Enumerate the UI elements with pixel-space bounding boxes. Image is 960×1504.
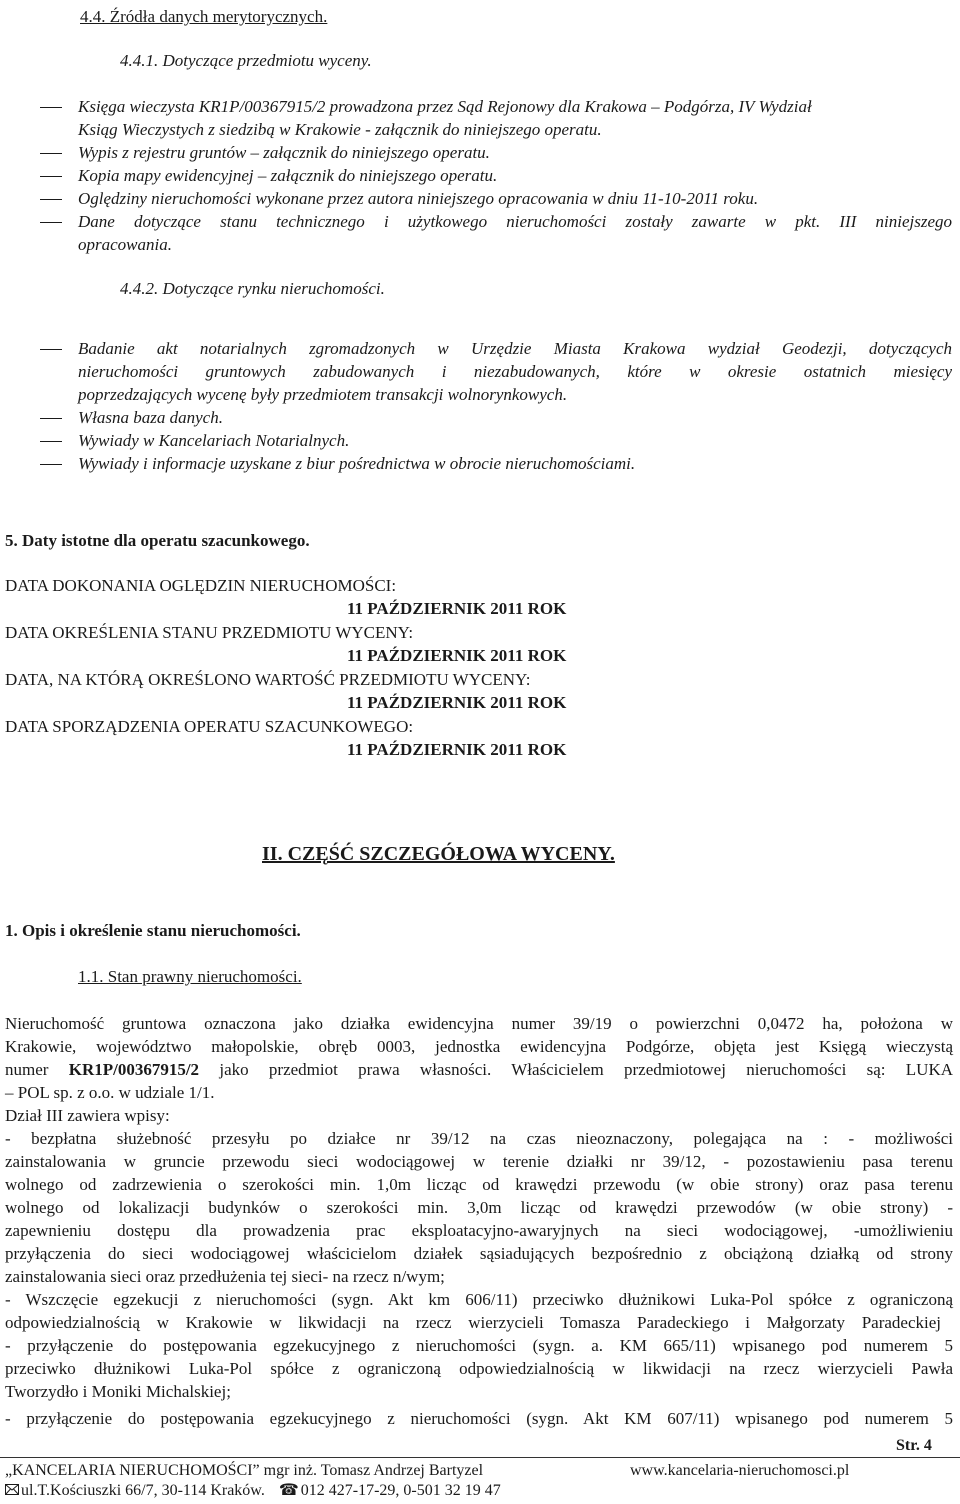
list-item-line: Dane dotyczące stanu technicznego i użytkowego nieruchomości zostały zawarte w pkt. III niniejszego <box>78 212 952 231</box>
footer-divider <box>0 1457 960 1458</box>
paragraph-line: numer KR1P/00367915/2 jako przedmiot prawa własności. Właścicielem przedmiotowej nieruchomości są: LUKA <box>5 1060 953 1079</box>
telephone-icon: ☎ <box>278 1482 299 1499</box>
bullet-dash <box>40 153 62 154</box>
wpis-line: wolnego od lokalizacji budynków o szerokości min. 3,0m licząc od krawędzi przewodów (w obie strony) - <box>5 1198 953 1217</box>
wpis-line: Tworzydło i Moniki Michalskiej; <box>5 1382 231 1401</box>
list-item-line: poprzedzających wycenę były przedmiotem transakcji wolnorynkowych. <box>78 385 568 404</box>
section-4-4-2-heading: 4.4.2. Dotyczące rynku nieruchomości. <box>120 279 385 298</box>
list-item-line: Kopia mapy ewidencyjnej – załącznik do niniejszego operatu. <box>78 166 498 185</box>
bullet-dash <box>40 349 62 350</box>
list-item-line: Księga wieczysta KR1P/00367915/2 prowadzona przez Sąd Rejonowy dla Krakowa – Podgórza, IV Wydział <box>78 97 812 116</box>
list-item-line: Wywiady w Kancelariach Notarialnych. <box>78 431 350 450</box>
section-1-1-heading: 1.1. Stan prawny nieruchomości. <box>78 967 302 986</box>
paragraph-line: Nieruchomość gruntowa oznaczona jako działka ewidencyjna numer 39/19 o powierzchni 0,0472 ha, położona w <box>5 1014 953 1033</box>
footer-office: „KANCELARIA NIERUCHOMOŚCI” mgr inż. Tomasz Andrzej Bartyzel <box>5 1462 484 1479</box>
wpis-line: odpowiedzialnością w Krakowie w likwidacji na rzecz wierzycieli Tomasza Paradeckiego i Małgorzaty Paradeckiej <box>5 1313 941 1332</box>
bullet-dash <box>40 441 62 442</box>
wpis-line: wolnego od zadrzewienia o szerokości min. 1,0m licząc od krawędzi przewodu (w obie strony) oraz pasa terenu <box>5 1175 953 1194</box>
wpis-line: - przyłączenie do postępowania egzekucyjnego z nieruchomości (sygn. Akt KM 607/11) wpisanego pod numerem 5 <box>5 1409 953 1428</box>
wpis-line: - Wszczęcie egzekucji z nieruchomości (sygn. Akt km 606/11) przeciwko dłużnikowi Luka-Pol spółce z ograniczoną <box>5 1290 953 1309</box>
wpis-line: przeciwko dłużnikowi Luka-Pol spółce z ograniczoną odpowiedzialnością w likwidacji na rzecz wierzycieli Pawła <box>5 1359 953 1378</box>
footer-website: www.kancelaria-nieruchomosci.pl <box>630 1462 850 1479</box>
section-4-4-heading: 4.4. Źródła danych merytorycznych. <box>80 7 328 26</box>
paragraph-line: – POL sp. z o.o. w udziale 1/1. <box>5 1083 215 1102</box>
date-value: 11 PAŹDZIERNIK 2011 ROK <box>347 740 567 759</box>
bullet-dash <box>40 176 62 177</box>
bullet-dash <box>40 199 62 200</box>
part-2-title: II. CZĘŚĆ SZCZEGÓŁOWA WYCENY. <box>262 843 615 865</box>
wpis-line: zainstalowania sieci oraz przedłużenia tej sieci- na rzecz n/wym; <box>5 1267 445 1286</box>
bullet-dash <box>40 418 62 419</box>
date-label: DATA, NA KTÓRĄ OKREŚLONO WARTOŚĆ PRZEDMIOTU WYCENY: <box>5 670 531 689</box>
list-item-line: Własna baza danych. <box>78 408 223 427</box>
wpis-line: zainstalowania w gruncie przewodu sieci wodociągowej w terenie działki nr 39/12, - pozostawieniu pasa terenu <box>5 1152 953 1171</box>
list-item-line: Wywiady i informacje uzyskane z biur pośrednictwa w obrocie nieruchomościami. <box>78 454 636 473</box>
bullet-dash <box>40 464 62 465</box>
date-value: 11 PAŹDZIERNIK 2011 ROK <box>347 646 567 665</box>
date-value: 11 PAŹDZIERNIK 2011 ROK <box>347 693 567 712</box>
date-value: 11 PAŹDZIERNIK 2011 ROK <box>347 599 567 618</box>
section-4-4-1-heading: 4.4.1. Dotyczące przedmiotu wyceny. <box>120 51 372 70</box>
land-register-number: KR1P/00367915/2 <box>68 1060 200 1079</box>
envelope-icon <box>5 1481 19 1501</box>
list-item-line: nieruchomości gruntowych zabudowanych i niezabudowanych, które w okresie ostatnich miesięcy <box>78 362 952 381</box>
page-number: Str. 4 <box>896 1437 932 1454</box>
dates-heading: 5. Daty istotne dla operatu szacunkowego. <box>5 531 310 550</box>
bullet-dash <box>40 107 62 108</box>
section-1-heading: 1. Opis i określenie stanu nieruchomości. <box>5 921 301 940</box>
date-label: DATA DOKONANIA OGLĘDZIN NIERUCHOMOŚCI: <box>5 576 397 595</box>
list-item-line: Wypis z rejestru gruntów – załącznik do niniejszego operatu. <box>78 143 490 162</box>
wpis-line: przyłączenia do sieci wodociągowej właścicielom działek sąsiadujących bezpośrednio z obciążoną działką od strony <box>5 1244 953 1263</box>
list-item-line: opracowania. <box>78 235 172 254</box>
wpis-line: - bezpłatna służebność przesyłu po działce nr 39/12 na czas nieoznaczony, polegająca na : - możliwości <box>5 1129 953 1148</box>
wpis-line: - przyłączenie do postępowania egzekucyjnego z nieruchomości (sygn. a. KM 665/11) wpisanego pod numerem 5 <box>5 1336 953 1355</box>
list-item-line: Ksiąg Wieczystych z siedzibą w Krakowie - załącznik do niniejszego operatu. <box>78 120 602 139</box>
paragraph-line: Krakowie, województwo małopolskie, obręb 0003, jednostka ewidencyjna Podgórze, objęta jest Księgą wieczystą <box>5 1037 953 1056</box>
dzial-heading: Dział III zawiera wpisy: <box>5 1106 170 1125</box>
bullet-dash <box>40 222 62 223</box>
date-label: DATA OKREŚLENIA STANU PRZEDMIOTU WYCENY: <box>5 623 414 642</box>
list-item-line: Oględziny nieruchomości wykonane przez autora niniejszego opracowania w dniu 11-10-2011 roku. <box>78 189 759 208</box>
list-item-line: Badanie akt notarialnych zgromadzonych w Urzędzie Miasta Krakowa wydział Geodezji, dotyczących <box>78 339 952 358</box>
footer-address: ul.T.Kościuszki 66/7, 30-114 Kraków. ☎ 012 427-17-29, 0-501 32 19 47 <box>5 1481 501 1501</box>
wpis-line: zapewnieniu dostępu dla prowadzenia prac eksploatacyjno-awaryjnych na sieci wodociągowej, -umożliwieniu <box>5 1221 953 1240</box>
date-label: DATA SPORZĄDZENIA OPERATU SZACUNKOWEGO: <box>5 717 414 736</box>
